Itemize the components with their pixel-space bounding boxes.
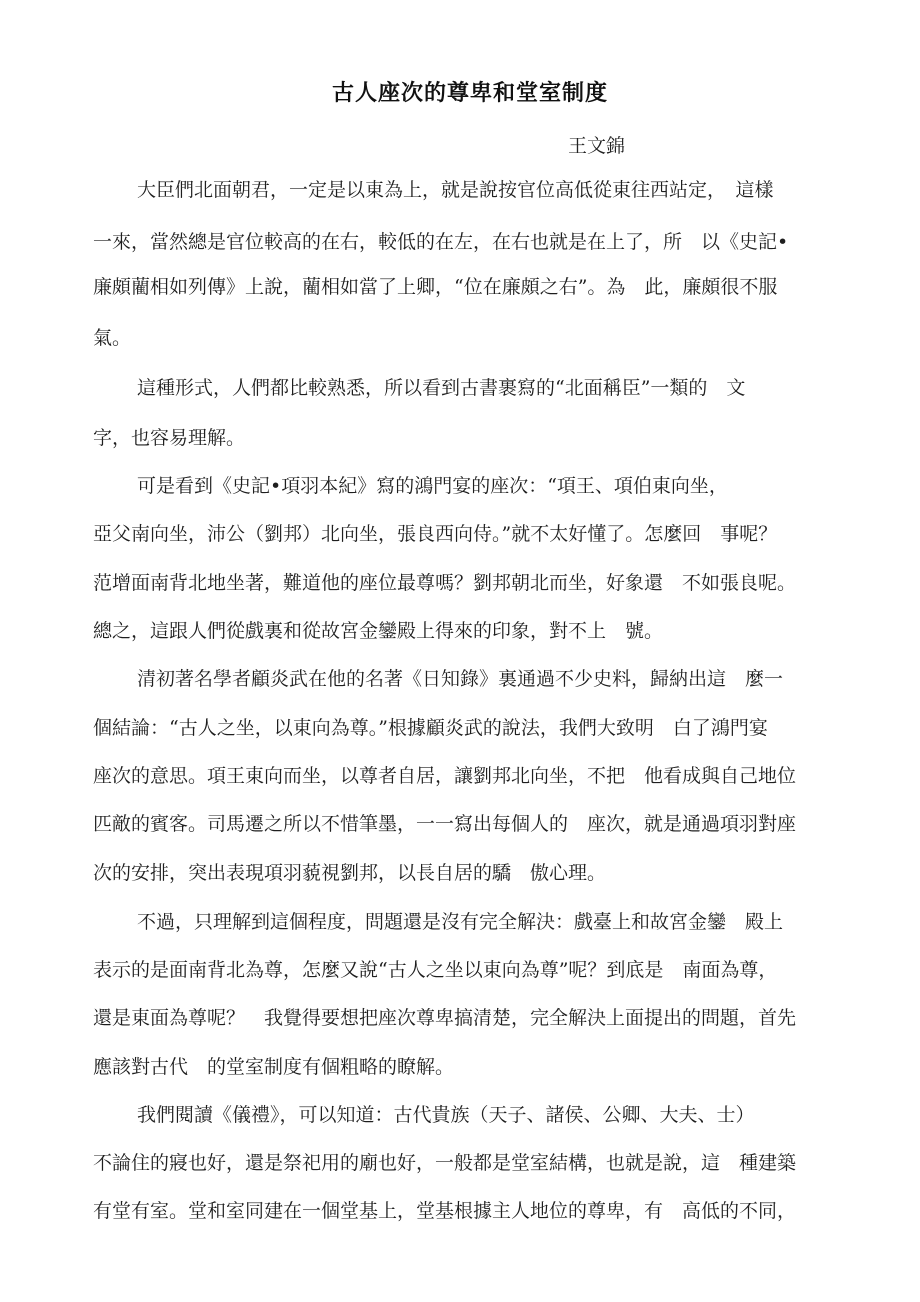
paragraph-2-line-2: 字，也容易理解。 xyxy=(93,427,246,449)
paragraph-5-line-3: 還是東面為尊呢？ 我覺得要想把座次尊卑搞清楚，完全解決上面提出的問題，首先 xyxy=(93,1007,797,1029)
paragraph-5-line-4: 應該對古代 的堂室制度有個粗略的瞭解。 xyxy=(93,1056,455,1078)
paragraph-1-line-3: 廉頗藺相如列傳》上說，藺相如當了上卿，“位在廉頗之右”。為 此，廉頗很不服 xyxy=(93,276,778,298)
paragraph-3-line-3: 范增面南背北地坐著，難道他的座位最尊嗎？劉邦朝北而坐，好象還 不如張良呢。 xyxy=(93,572,797,594)
paragraph-2-line-1: 這種形式，人們都比較熟悉，所以看到古書裹寫的“北面稱臣”一類的 文 xyxy=(137,377,746,399)
paragraph-6-line-3: 有堂有室。堂和室同建在一個堂基上，堂基根據主人地位的尊卑，有 高低的不同， xyxy=(93,1200,797,1222)
paragraph-3-line-1: 可是看到《史記•項羽本紀》寫的鴻門宴的座次：“項王、項伯東向坐， xyxy=(137,475,728,497)
paragraph-6-line-1: 我們閱讀《儀禮》，可以知道：古代貴族（天子、諸侯、公卿、大夫、士） xyxy=(137,1104,755,1126)
paragraph-4-line-2: 個結論：“古人之坐，以東向為尊。”根據顧炎武的說法，我們大致明 白了鴻門宴 xyxy=(93,717,768,739)
paragraph-6-line-2: 不論住的寢也好，還是祭祀用的廟也好，一般都是堂室結構，也就是說，這 種建築 xyxy=(93,1152,797,1174)
paragraph-3-line-2: 亞父南向坐，沛公（劉邦）北向坐，張良西向侍。”就不太好懂了。怎麼回 事呢？ xyxy=(93,523,778,545)
paragraph-4-line-1: 清初著名學者顧炎武在他的名著《日知錄》裏通過不少史料，歸納出這 麼一 xyxy=(137,668,784,690)
paragraph-1-line-1: 大臣們北面朝君，一定是以東為上，就是說按官位高低從東往西站定， 這樣 xyxy=(137,179,774,201)
paragraph-5-line-2: 表示的是面南背北為尊，怎麼又說“古人之坐以東向為尊”呢？到底是 南面為尊， xyxy=(93,959,778,981)
paragraph-1-line-4: 氣。 xyxy=(93,327,132,349)
paragraph-5-line-1: 不過，只理解到這個程度，問題還是沒有完全解決：戲臺上和故宮金鑾 殿上 xyxy=(137,911,784,933)
document-title: 古人座次的尊卑和堂室制度 xyxy=(331,81,608,106)
author-name: 王文錦 xyxy=(568,135,626,157)
paragraph-3-line-4: 總之，這跟人們從戲裏和從故宮金鑾殿上得來的印象，對不上 號。 xyxy=(93,620,664,642)
paragraph-4-line-3: 座次的意思。項王東向而坐，以尊者自居，讓劉邦北向坐，不把 他看成與自己地位 xyxy=(93,765,797,787)
paragraph-4-line-5: 次的安排，突出表現項羽藐視劉邦，以長自居的驕 傲心理。 xyxy=(93,862,607,884)
paragraph-1-line-2: 一來，當然總是官位較高的在右，較低的在左，在右也就是在上了，所 以《史記• xyxy=(93,231,789,253)
paragraph-4-line-4: 匹敵的賓客。司馬遷之所以不惜筆墨，一一寫出每個人的 座次，就是通過項羽對座 xyxy=(93,813,797,835)
